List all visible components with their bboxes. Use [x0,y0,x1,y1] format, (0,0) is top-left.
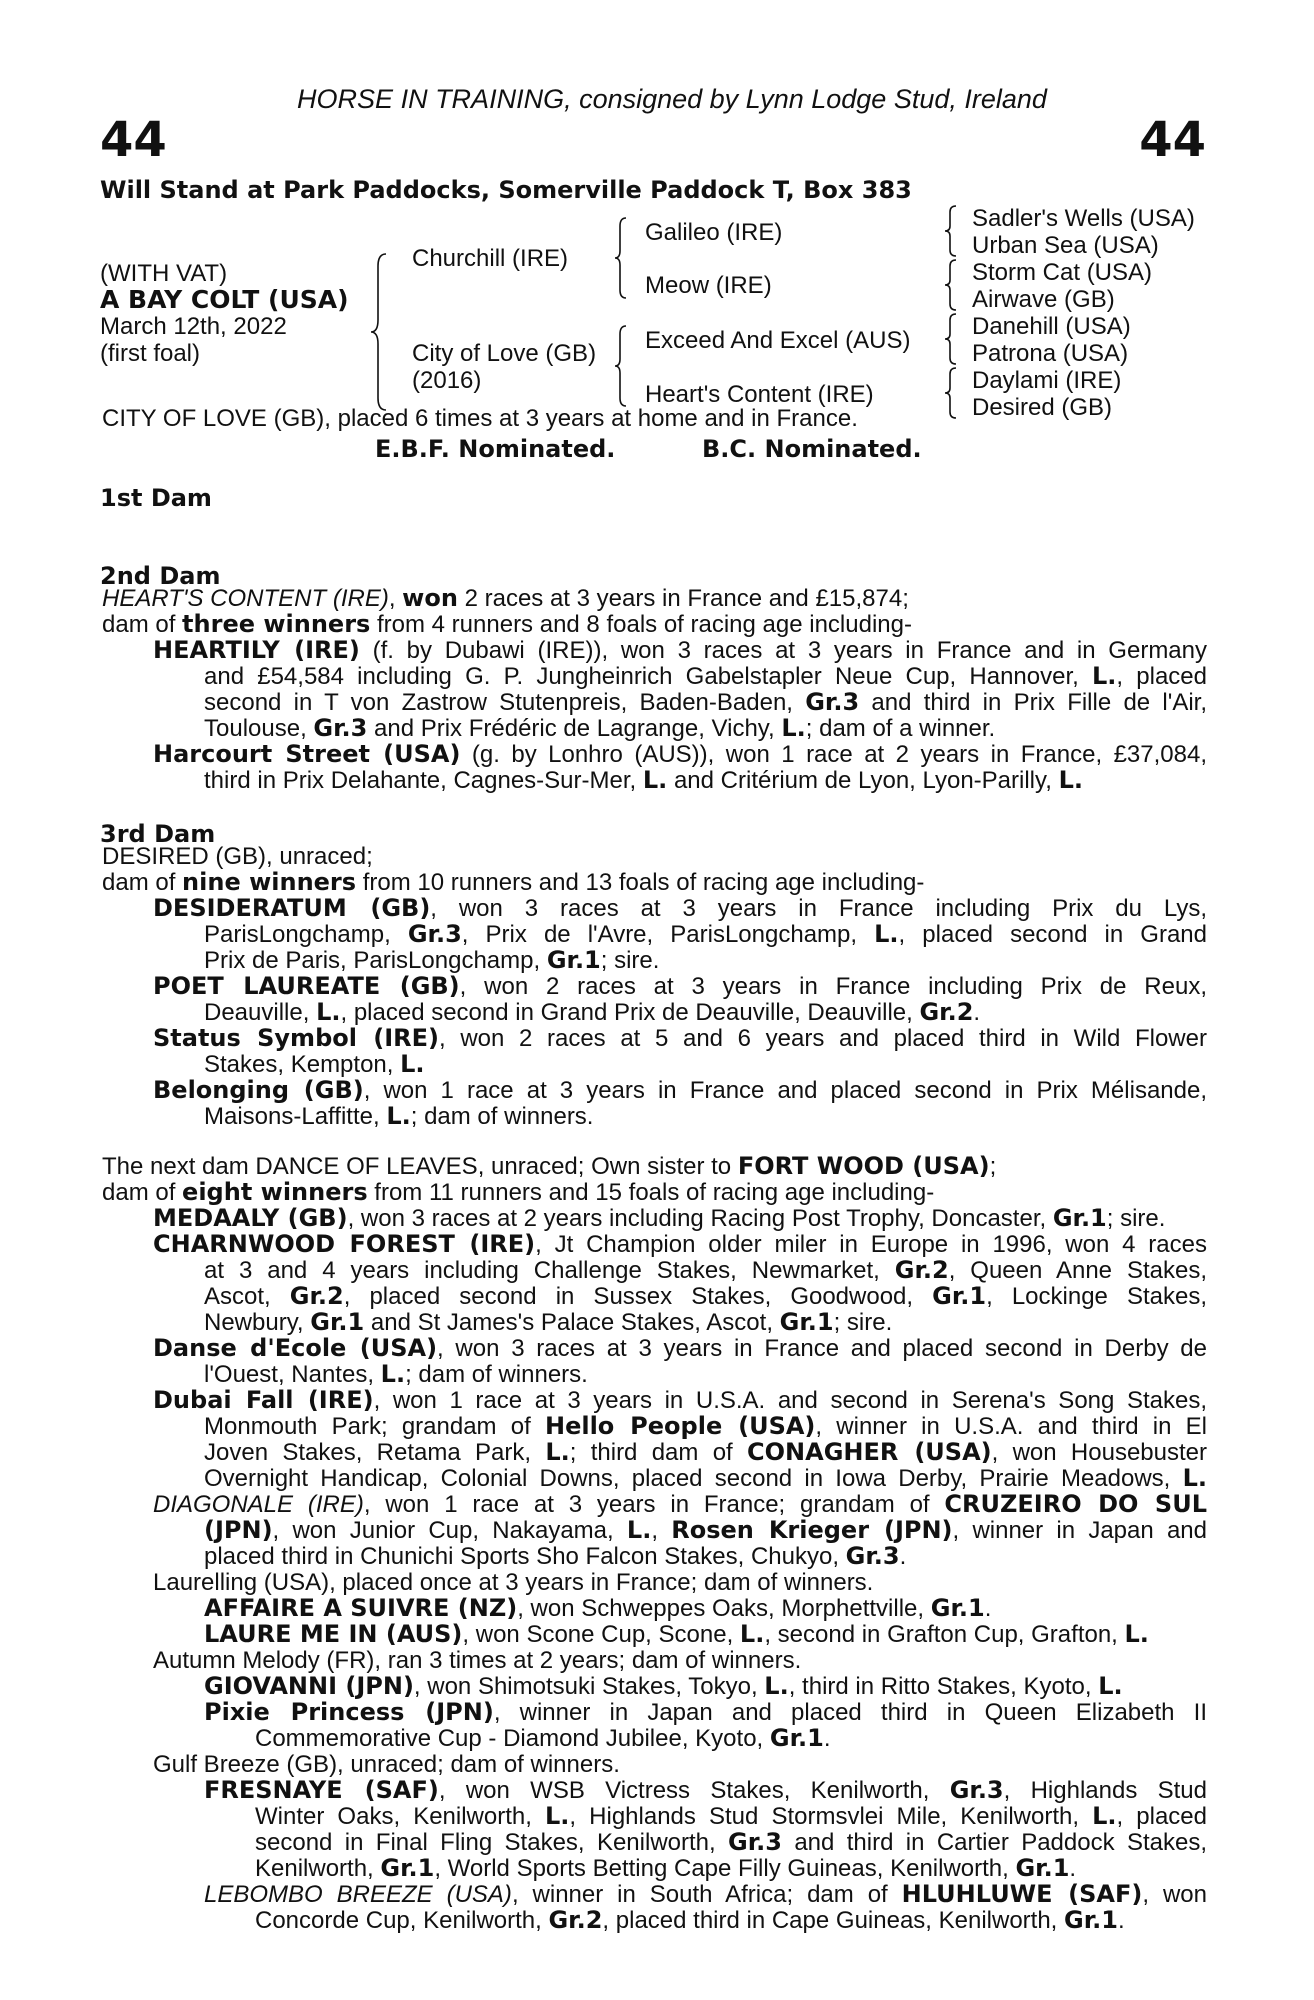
text-segment: ; sire. [600,947,660,974]
text-line [204,922,1207,948]
text-line [204,716,995,742]
bold-text: won [402,584,458,612]
bold-text: MEDAALY (GB) [153,1204,348,1232]
text-segment: at 3 and 4 years including Challenge Stakes, Newmarket, [204,1257,895,1284]
bold-text: Gr.1 [779,1308,834,1336]
bold-text: L. [626,1516,652,1544]
text-segment: , won 3 races at 3 years in France including Prix du Lys, [430,895,1207,922]
text-segment: ; [989,1153,997,1180]
text-segment: , won 2 races at 3 years in France including Prix de Reux, [459,973,1207,1000]
text-segment: , placed second in Grand [898,921,1207,948]
text-segment: Joven Stakes, Retama Park, [204,1439,546,1466]
bold-text: L. [386,1102,411,1130]
bold-text: eight winners [182,1178,368,1206]
text-segment: ParisLongchamp, [204,921,408,948]
lot-number-right: 44 [1139,112,1206,168]
text-line [204,948,659,974]
text-line [102,844,373,870]
text-line [204,1284,1207,1310]
text-segment: , second in Grafton Cup, Grafton, [764,1621,1125,1648]
text-segment: Newbury, [204,1309,311,1336]
bold-text: FORT WOOD (USA) [737,1152,990,1180]
text-segment: Maisons-Laffitte, [204,1103,387,1130]
text-line [204,1414,1207,1440]
bold-text: L. [739,1620,765,1648]
text-segment: and St James's Palace Stakes, Ascot, [364,1309,780,1336]
bold-text: Danse d'Ecole (USA) [153,1334,438,1362]
foal-note: (first foal) [100,340,201,367]
pedigree-gg-2: Urban Sea (USA) [972,232,1159,259]
text-line [153,1570,873,1596]
text-segment: dam of [102,611,183,638]
text-segment: ; sire. [1106,1205,1166,1232]
bold-text: HEARTILY (IRE) [153,636,360,664]
text-line [204,690,1207,716]
bold-text: Gr.3 [845,1542,900,1570]
bold-text: Gr.3 [805,688,860,716]
text-line [102,586,909,612]
text-line [102,612,912,638]
text-segment: Toulouse, [204,715,314,742]
bold-text: Gr.3 [949,1776,1004,1804]
pedigree-gg-7: Daylami (IRE) [972,367,1122,394]
pedigree-sire-dam: Meow (IRE) [645,272,772,299]
text-segment: , [388,585,403,612]
text-segment: 2 races at 3 years in France and £15,874; [457,585,909,612]
text-segment: CITY OF LOVE (GB), placed 6 times at 3 years at home and in France. [102,405,858,432]
first-dam-heading: 1st Dam [100,484,212,512]
text-segment: , winner in Japan and [952,1517,1207,1544]
text-segment: , won 1 race at 3 years in France and placed second in Prix Mélisande, [363,1077,1207,1104]
bold-text: L. [781,714,806,742]
text-segment: , placed second in Sussex Stakes, Goodwood, [343,1283,933,1310]
text-line [102,1154,996,1180]
text-line [204,1544,906,1570]
italic-text: HEART'S CONTENT (IRE) [102,585,389,612]
text-segment: and £54,584 including G. P. Jungheinrich Gabelstapler Neue Cup, Hannover, [204,663,1092,690]
text-segment: , Queen Anne Stakes, [948,1257,1207,1284]
text-line [153,1336,1207,1362]
bold-text: Rosen Krieger (JPN) [671,1516,953,1544]
pedigree-gg-1: Sadler's Wells (USA) [972,205,1195,232]
text-segment: , third in Ritto Stakes, Kyoto, [788,1673,1099,1700]
text-segment: Deauville, [204,999,317,1026]
text-line [102,870,924,896]
bold-text: L. [1092,1802,1117,1830]
bold-text: Gr.1 [932,1282,987,1310]
bold-text: nine winners [182,868,357,896]
pedigree-dam-dam: Heart's Content (IRE) [645,381,874,408]
text-line [153,1232,1207,1258]
bold-text: three winners [182,610,371,638]
text-segment: , won Scone Cup, Scone, [462,1621,740,1648]
foaling-date: March 12th, 2022 [100,313,287,340]
pedigree-sire-sire: Galileo (IRE) [645,219,783,246]
text-segment: Monmouth Park; grandam of [204,1413,545,1440]
bold-text: Harcourt Street (USA) [153,740,461,768]
text-segment: (f. by Dubawi (IRE)), won 3 races at 3 years in France and in Germany [359,637,1208,664]
text-line [204,1882,1207,1908]
text-segment: Ascot, [204,1283,290,1310]
text-segment: Overnight Handicap, Colonial Downs, placed second in Iowa Derby, Prairie Meadows, [204,1465,1183,1492]
text-segment: , placed third in Cape Guineas, Kenilworth, [602,1907,1065,1934]
text-line [204,1622,1149,1648]
text-segment: and Critérium de Lyon, Lyon-Parilly, [667,767,1059,794]
bold-text: Gr.1 [380,1854,435,1882]
bold-text: Gr.1 [1064,1906,1118,1934]
bold-text: HLUHLUWE (SAF) [901,1880,1143,1908]
text-segment: second in Final Fling Stakes, Kenilworth, [255,1829,729,1856]
text-line [204,1466,1207,1492]
text-segment: , placed [1116,663,1208,690]
bold-text: L. [764,1672,789,1700]
text-line [204,1258,1207,1284]
text-segment: , World Sports Betting Cape Filly Guineas, Kenilworth, [434,1855,1016,1882]
pedigree-gg-4: Airwave (GB) [972,286,1115,313]
text-line [153,1078,1207,1104]
bold-text: L. [642,766,668,794]
text-segment: , won Schweppes Oaks, Morphettville, [517,1595,931,1622]
text-segment: , placed second in Grand Prix de Deauville, Deauville, [340,999,920,1026]
bold-text: CHARNWOOD FOREST (IRE) [153,1230,536,1258]
text-segment: from 4 runners and 8 foals of racing age including- [370,611,912,638]
bold-text: L. [874,920,899,948]
bold-text: Gr.1 [769,1724,824,1752]
bold-text: L. [1182,1464,1207,1492]
pedigree-brace-dam [614,324,628,408]
bold-text: L. [545,1802,570,1830]
text-line [102,406,858,432]
bold-text: Status Symbol (IRE) [153,1024,440,1052]
text-segment: (g. by Lonhro (AUS)), won 1 race at 2 years in France, £37,084, [460,741,1207,768]
text-segment: , won WSB Victress Stakes, Kenilworth, [438,1777,950,1804]
bold-text: L. [1124,1620,1149,1648]
text-segment: , won [1142,1881,1208,1908]
bold-text: Gr.1 [1015,1854,1070,1882]
text-segment: and Prix Frédéric de Lagrange, Vichy, [367,715,782,742]
bold-text: L. [400,1050,425,1078]
pedigree-sire: Churchill (IRE) [412,245,569,272]
text-line [204,1518,1207,1544]
pedigree-gg-3: Storm Cat (USA) [972,259,1153,286]
text-line [153,974,1207,1000]
bold-text: L. [1098,1672,1123,1700]
bold-text: L. [1058,766,1083,794]
bold-text: Gr.3 [728,1828,782,1856]
text-segment: , Lockinge Stakes, [986,1283,1207,1310]
bold-text: Hello People (USA) [544,1412,816,1440]
text-line [102,1180,934,1206]
text-segment: , won 1 race at 3 years in U.S.A. and second in Serena's Song Stakes, [373,1387,1208,1414]
pedigree-gg-6: Patrona (USA) [972,340,1129,367]
text-segment: , Jt Champion older miler in Europe in 1996, won 4 races [535,1231,1207,1258]
text-line [255,1804,1207,1830]
bold-text: FRESNAYE (SAF) [204,1776,439,1804]
text-line [153,1752,620,1778]
bold-text: Gr.2 [548,1906,603,1934]
text-line [153,1206,1165,1232]
text-line [204,1674,1123,1700]
text-line [204,1700,1207,1726]
text-line [153,1026,1207,1052]
text-line [204,768,1083,794]
text-segment: , winner in Japan and placed third in Queen Elizabeth II [493,1699,1207,1726]
text-segment: ; sire. [833,1309,893,1336]
text-segment: , won 3 races at 3 years in France and placed second in Derby de [437,1335,1207,1362]
text-segment: DESIRED (GB), unraced; [102,843,373,870]
bold-text: Gr.2 [894,1256,949,1284]
text-segment: , Highlands Stud [1003,1777,1208,1804]
vat-note: (WITH VAT) [100,260,228,287]
bold-text: LAURE ME IN (AUS) [204,1620,463,1648]
text-segment: ; dam of winners. [405,1361,588,1388]
bold-text: Belonging (GB) [153,1076,364,1104]
text-segment: Winter Oaks, Kenilworth, [255,1803,545,1830]
text-segment: dam of [102,1179,183,1206]
text-segment: l'Ouest, Nantes, [204,1361,381,1388]
pedigree-dam-sire: Exceed And Excel (AUS) [645,327,911,354]
bold-text: POET LAUREATE (GB) [153,972,460,1000]
text-segment: , Prix de l'Avre, ParisLongchamp, [461,921,875,948]
horse-name: A BAY COLT (USA) [100,285,349,314]
text-line [204,1104,593,1130]
text-segment: , placed [1116,1803,1208,1830]
pedigree-brace-gs2 [944,258,958,312]
text-segment: ; dam of winners. [410,1103,594,1130]
italic-text: LEBOMBO BREEZE (USA) [204,1881,512,1908]
bold-text: Dubai Fall (IRE) [153,1386,374,1414]
text-segment: Gulf Breeze (GB), unraced; dam of winners. [153,1751,620,1778]
pedigree-brace-gs1 [944,204,958,258]
italic-text: DIAGONALE (IRE) [153,1491,364,1518]
text-segment: placed third in Chunichi Sports Sho Falcon Stakes, Chukyo, [204,1543,846,1570]
bold-text: L. [380,1360,406,1388]
catalogue-header: HORSE IN TRAINING, consigned by Lynn Lodge Stud, Ireland [297,84,1047,114]
bc-nominated: B.C. Nominated. [702,435,922,463]
text-line [204,1778,1207,1804]
text-line [204,1052,425,1078]
text-line [153,896,1207,922]
bold-text: Gr.3 [407,920,462,948]
text-segment: , winner in South Africa; dam of [511,1881,902,1908]
bold-text: L. [316,998,341,1026]
text-segment: Kenilworth, [255,1855,381,1882]
bold-text: (JPN) [204,1516,273,1544]
text-segment: Commemorative Cup - Diamond Jubilee, Kyoto, [255,1725,770,1752]
text-segment: , won Junior Cup, Nakayama, [272,1517,627,1544]
pedigree-gg-8: Desired (GB) [972,394,1113,421]
text-segment: Autumn Melody (FR), ran 3 times at 2 years; dam of winners. [153,1647,802,1674]
pedigree-dam-year: (2016) [412,367,482,394]
text-line [204,664,1207,690]
text-line [153,1388,1207,1414]
text-segment: Laurelling (USA), placed once at 3 years in France; dam of winners. [153,1569,874,1596]
text-segment: dam of [102,869,183,896]
bold-text: Gr.3 [313,714,368,742]
bold-text: Gr.2 [919,998,974,1026]
text-segment: , winner in U.S.A. and third in El [815,1413,1207,1440]
pedigree-dam: City of Love (GB) [412,340,597,367]
text-line [204,1362,588,1388]
text-segment: . [973,999,981,1026]
bold-text: CRUZEIRO DO SUL [944,1490,1207,1518]
stand-location: Will Stand at Park Paddocks, Somerville Paddock T, Box 383 [100,176,912,204]
bold-text: Gr.1 [930,1594,985,1622]
text-segment: . [1069,1855,1077,1882]
text-segment: . [1117,1907,1125,1934]
text-segment: , won Housebuster [991,1439,1207,1466]
bold-text: Pixie Princess (JPN) [204,1698,494,1726]
text-segment: and third in Prix Fille de l'Air, [859,689,1207,716]
text-line [153,742,1207,768]
text-line [255,1856,1076,1882]
pedigree-brace-gs4 [944,366,958,420]
pedigree-brace-sire [614,216,628,300]
text-segment: The next dam DANCE OF LEAVES, unraced; Own sister to [102,1153,738,1180]
ebf-nominated: E.B.F. Nominated. [375,435,616,463]
text-line [204,1440,1207,1466]
bold-text: AFFAIRE A SUIVRE (NZ) [204,1594,518,1622]
text-segment: Prix de Paris, ParisLongchamp, [204,947,547,974]
bold-text: CONAGHER (USA) [747,1438,992,1466]
second-dam-heading: 2nd Dam [100,562,221,590]
bold-text: Gr.2 [289,1282,344,1310]
text-segment: ; third dam of [569,1439,748,1466]
text-line [255,1830,1207,1856]
text-segment: , won 2 races at 5 and 6 years and placed third in Wild Flower [439,1025,1207,1052]
lot-number-left: 44 [100,112,167,168]
pedigree-gg-5: Danehill (USA) [972,313,1131,340]
bold-text: Gr.1 [1052,1204,1107,1232]
text-segment: third in Prix Delahante, Cagnes-Sur-Mer, [204,767,643,794]
text-segment: , won 3 races at 2 years including Racing Post Trophy, Doncaster, [347,1205,1053,1232]
text-line [204,1310,892,1336]
text-segment: , won 1 race at 3 years in France; grandam of [363,1491,945,1518]
bold-text: Gr.1 [546,946,601,974]
text-line [153,638,1207,664]
text-line [153,1648,801,1674]
pedigree-brace-main [370,252,388,412]
bold-text: L. [545,1438,570,1466]
bold-text: L. [1092,662,1117,690]
text-segment: , Highlands Stud Stormsvlei Mile, Kenilworth, [569,1803,1093,1830]
text-segment: . [823,1725,831,1752]
text-segment: from 10 runners and 13 foals of racing age including- [356,869,925,896]
text-segment: and third in Cartier Paddock Stakes, [781,1829,1207,1856]
bold-text: DESIDERATUM (GB) [153,894,431,922]
text-segment: . [984,1595,992,1622]
text-segment: , won Shimotsuki Stakes, Tokyo, [413,1673,765,1700]
text-segment: Concorde Cup, Kenilworth, [255,1907,549,1934]
text-line [255,1908,1125,1934]
text-segment: ; dam of a winner. [805,715,996,742]
text-segment: , [651,1517,672,1544]
text-line [255,1726,830,1752]
text-segment: second in T von Zastrow Stutenpreis, Baden-Baden, [204,689,806,716]
text-line [153,1492,1207,1518]
pedigree-brace-gs3 [944,312,958,366]
third-dam-heading: 3rd Dam [100,820,216,848]
text-segment: from 11 runners and 15 foals of racing age including- [367,1179,935,1206]
text-segment: . [899,1543,907,1570]
text-segment: Stakes, Kempton, [204,1051,401,1078]
bold-text: GIOVANNI (JPN) [204,1672,414,1700]
text-line [204,1596,991,1622]
bold-text: Gr.1 [310,1308,365,1336]
text-line [204,1000,980,1026]
